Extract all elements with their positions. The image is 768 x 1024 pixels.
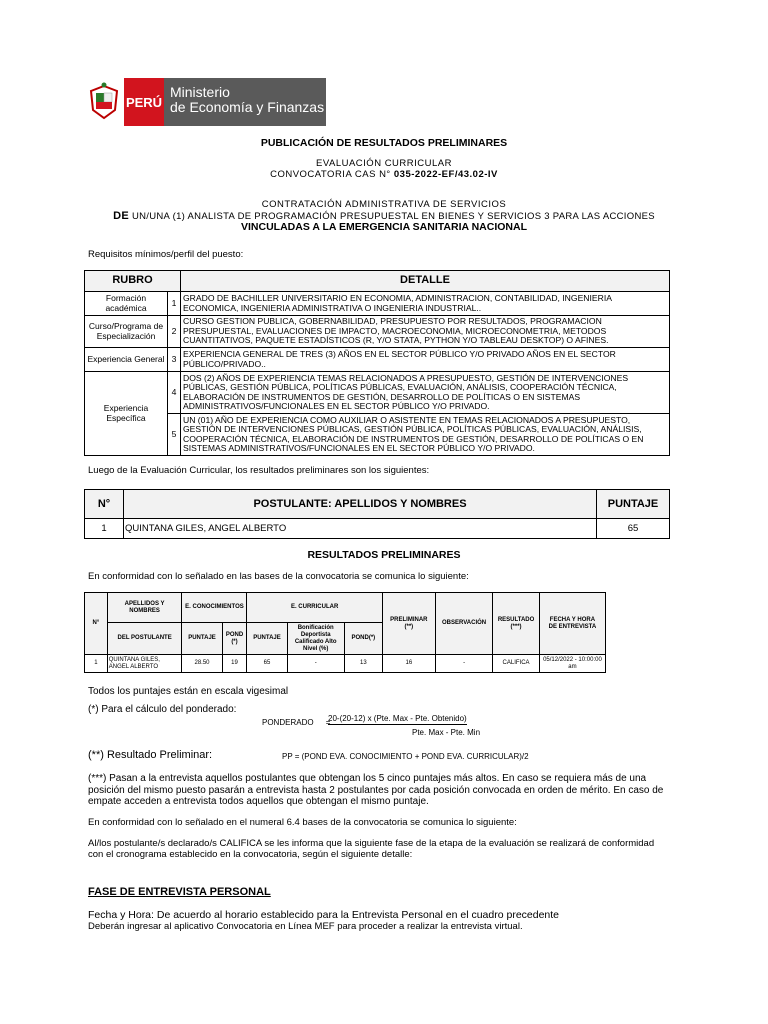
rubro-cell: Formación académica [85,292,168,316]
name-cell: QUINTANA GILES, ANGEL ALBERTO [124,519,597,539]
luego-text: Luego de la Evaluación Curricular, los resultados preliminares son los siguientes: [88,465,430,476]
convocatoria-line [0,169,768,180]
deberan-text: Deberán ingresar al aplicativo Convocatoria en Línea MEF para proceder a realizar la entrevista virtual. [88,921,523,932]
table-row [85,490,670,519]
eval-heading: EVALUACIÓN CURRICULAR [316,158,452,169]
pond-header: POND (*) [222,623,247,655]
num-cell: 3 [168,348,181,372]
pond2-cell: 13 [344,655,382,673]
pond-cell: 19 [222,655,247,673]
position-text: UN/UNA (1) ANALISTA DE PROGRAMACIÓN PRESUPUESTAL EN BIENES Y SERVICIOS 3 PARA LAS ACCIONES [131,211,655,222]
table-row [85,593,606,623]
result-mark: (***) [510,623,522,630]
vigesimal-text: Todos los puntajes están en escala vigesimal [88,686,289,697]
conformidad2-text: En conformidad con lo señalado en el numeral 6.4 bases de la convocatoria se comunica lo siguiente: [88,817,517,828]
fecha-label2: DE ENTREVISTA [548,623,597,630]
formula-numerator: 20-(20-12) x (Pte. Max - Pte. Obtenido) [328,714,467,723]
results-table [84,592,606,673]
obs-cell: - [435,655,492,673]
num-cell: 4 [168,372,181,414]
ministry-line2: de Economía y Finanzas [170,99,325,115]
ministry-name [164,78,326,126]
num-cell: 1 [85,519,124,539]
score-cell: 65 [597,519,670,539]
puntaje-cell: 28.50 [182,655,222,673]
table-row [85,292,670,316]
prelim-label: (**) Resultado Preliminar: [88,749,213,761]
requirements-table [84,270,670,456]
calc-label: (*) Para el cálculo del ponderado: [88,704,237,715]
table-row [85,271,670,292]
names-header2: DEL POSTULANTE [107,623,182,655]
requirements-label: Requisitos mínimos/perfil del puesto: [88,249,244,260]
num-header: N° [85,593,108,655]
prelim-mark: (**) [404,623,414,630]
postulante-table [84,489,670,539]
pond2-header: POND(*) [344,623,382,655]
peru-label: PERÚ [124,78,164,126]
name-cell: QUINTANA GILES, ANGEL ALBERTO [107,655,182,673]
num-cell: 5 [168,414,181,456]
detail-cell: CURSO GESTION PUBLICA, GOBERNABILIDAD, PRESUPUESTO POR RESULTADOS, PROGRAMACION PRESUPUESTAL, EVALUACIONES DE IMPACTO, MACROECONOMIA, MICROECONOMETRIA, METODOS CUANTITATIVOS, PAQUETE ESTADÍSTICOS (R, Y/O STATA, PYTHON Y/O TABLEAU DESKTOP) O AFINES. [181,316,670,348]
table-row [85,519,670,539]
rubro-cell: Experiencia General [85,348,168,372]
formula-lhs: PONDERADO [262,718,314,727]
detail-cell: DOS (2) AÑOS DE EXPERIENCIA TEMAS RELACIONADOS A PRESUPUESTO, GESTIÓN DE INTERVENCIONES PÚBLICAS, GESTIÓN PÚBLICA, POLÍTICAS PÚBLICAS, EVALUACIÓN, ANÁLISIS, COOPERACIÓN TÉCNICA, ELABORACIÓN DE INSTRUMENTOS DE GESTIÓN, DESARROLLO DE POLÍTICAS O EN SISTEMAS ADMINISTRATIVOS/FUNCIONALES EN EL SECTOR PÚBLICO Y/O PRIVADO. [181,372,670,414]
table-row [85,316,670,348]
note-entrevista: (***) Pasan a la entrevista aquellos postulantes que obtengan los 5 cinco puntajes más altos. En caso se requiera más de una posición del mismo puesto pasarán a entrevista hasta 2 postulantes por cada posición convocada en orden de mérito. En caso de empate acceden a entrevista todos aquellos que obtengan el mismo puntaje. [88,773,664,807]
name-header: POSTULANTE: APELLIDOS Y NOMBRES [124,490,597,519]
prelim-label: PRELIMINAR [390,616,428,623]
names-header: APELLIDOS Y NOMBRES [107,593,182,623]
fecha-hora-text: Fecha y Hora: De acuerdo al horario establecido para la Entrevista Personal en el cuadro precedente [88,909,560,921]
conv-prefix: CONVOCATORIA CAS N° [270,169,391,180]
contract-line: CONTRATACIÓN ADMINISTRATIVA DE SERVICIOS [261,199,507,210]
formula-denominator: Pte. Max - Pte. Min [412,728,481,737]
prelim-formula: PP = (POND EVA. CONOCIMIENTO + POND EVA. CURRICULAR)/2 [282,752,529,761]
ponderado-formula [262,718,330,727]
prelim-cell: 16 [382,655,435,673]
num-cell: 1 [168,292,181,316]
ecur-header: E. CURRICULAR [247,593,382,623]
page-title: PUBLICACIÓN DE RESULTADOS PRELIMINARES [260,137,508,149]
fecha-cell: 05/12/2022 - 10:00:00 am [539,655,605,673]
fase-heading: FASE DE ENTREVISTA PERSONAL [88,886,271,898]
fecha-label: FECHA Y HORA [549,616,596,623]
bonif-cell: - [287,655,344,673]
position-line2: VINCULADAS A LA EMERGENCIA SANITARIA NACIONAL [240,221,528,233]
result-cell: CALIFICA [493,655,540,673]
coat-of-arms-icon [84,78,124,126]
num-cell: 1 [85,655,108,673]
puntaje-header: PUNTAJE [182,623,222,655]
formula-eq: = [325,718,331,727]
obs-header: OBSERVACIÓN [435,593,492,655]
prelim-header [382,593,435,655]
puntaje2-header: PUNTAJE [247,623,287,655]
score-header: PUNTAJE [597,490,670,519]
bonif-header: Bonificación Deportista Calificado Alto Nivel (%) [287,623,344,655]
rubro-cell: Experiencia Específica [85,372,168,456]
califica-text: Al/los postulante/s declarado/s CALIFICA se les informa que la siguiente fase de la etapa de la evaluación se realizará de conformidad con el cronograma establecido en la convocatoria, según el siguiente detalle: [88,838,655,860]
detail-cell: EXPERIENCIA GENERAL DE TRES (3) AÑOS EN EL SECTOR PÚBLICO Y/O PRIVADO AÑOS EN EL SECTOR PÚBLICO/PRIVADO.. [181,348,670,372]
rubro-cell: Curso/Programa de Especialización [85,316,168,348]
table-row [85,655,606,673]
de-label: DE [113,210,130,222]
detail-cell: GRADO DE BACHILLER UNIVERSITARIO EN ECONOMIA, ADMINISTRACION, CONTABILIDAD, INGENIERIA ECONOMICA, INGENIERIA ADMINISTRATIVA O INGENIERIA INDUSTRIAL.. [181,292,670,316]
conformidad-text: En conformidad con lo señalado en las bases de la convocatoria se comunica lo siguiente: [88,571,469,582]
result-label: RESULTADO [497,616,535,623]
table-row [85,414,670,456]
rubro-header: RUBRO [85,271,181,292]
detalle-header: DETALLE [181,271,670,292]
num-header: N° [85,490,124,519]
table-row [85,372,670,414]
result-header [493,593,540,655]
results-title: RESULTADOS PRELIMINARES [307,549,461,561]
ec-header: E. CONOCIMIENTOS [182,593,247,623]
detail-cell: UN (01) AÑO DE EXPERIENCIA COMO AUXILIAR O ASISTENTE EN TEMAS RELACIONADOS A PRESUPUESTO, GESTIÓN DE INTERVENCIONES PÚBLICAS, GESTIÓN PÚBLICA, POLÍTICAS PÚBLICAS, EVALUACIÓN, ANÁLISIS, COOPERACIÓN TÉCNICA, ELABORACIÓN DE INSTRUMENTOS DE GESTIÓN, DESARROLLO DE POLÍTICAS O EN SISTEMAS ADMINISTRATIVOS/FUNCIONALES EN EL SECTOR PÚBLICO Y/O PRIVADO. [181,414,670,456]
mef-logo [84,78,326,126]
ministry-line1: Ministerio [170,84,230,100]
conv-number: 035-2022-EF/43.02-IV [393,169,498,180]
num-cell: 2 [168,316,181,348]
fecha-header [539,593,605,655]
table-row [85,348,670,372]
puntaje2-cell: 65 [247,655,287,673]
